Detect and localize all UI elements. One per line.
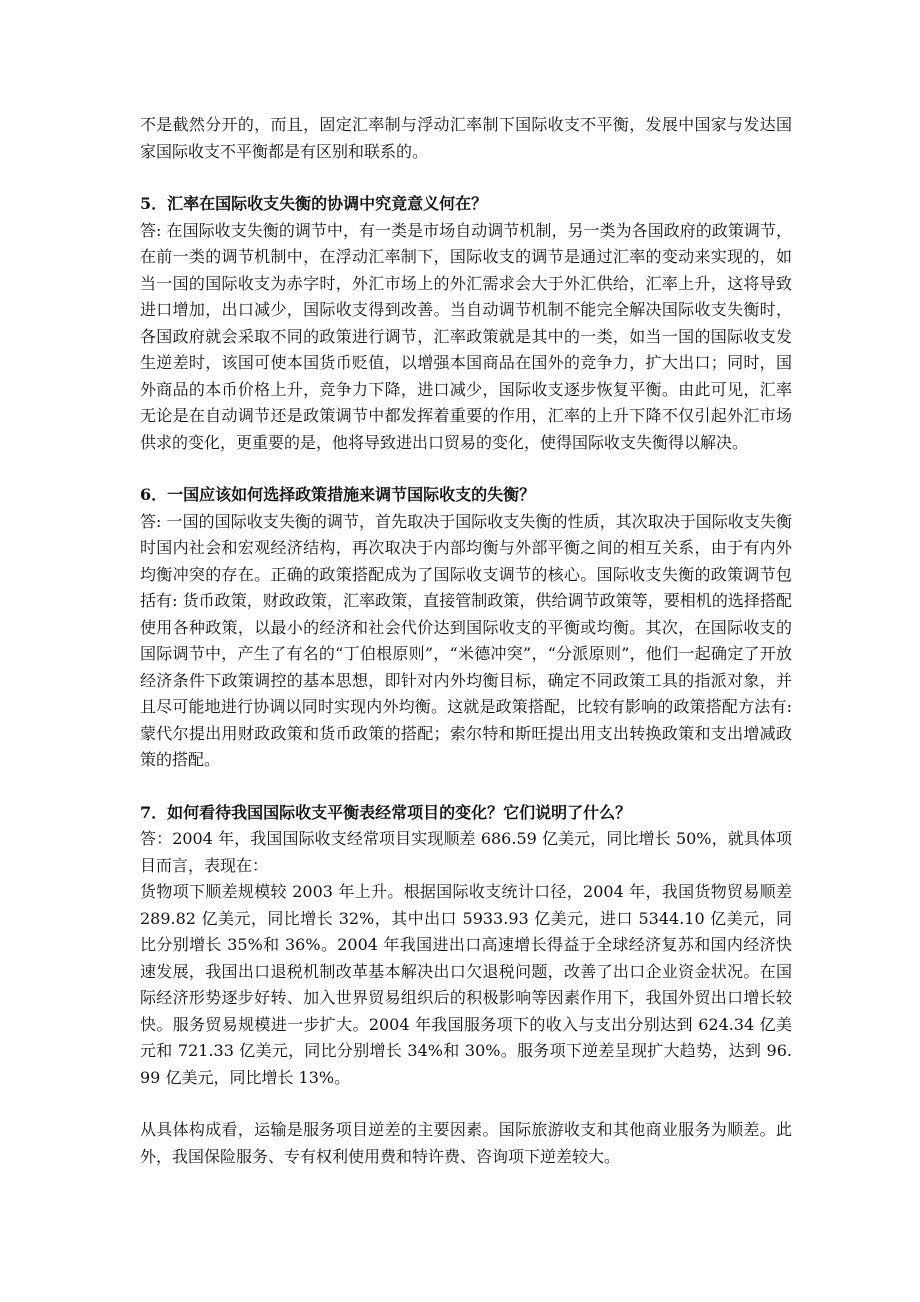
document-page	[140, 112, 792, 1170]
question-5-heading: 5．汇率在国际收支失衡的协调中究竟意义何在？	[140, 194, 488, 213]
question-6-section	[140, 482, 792, 774]
question-7-section	[140, 800, 792, 1171]
question-7-answer-services: 从具体构成看，运输是服务项目逆差的主要因素。国际旅游收支和其他商业服务为顺差。此外，我国保险服务、专有权利使用费和特许费、咨询项下逆差较大。	[140, 1120, 792, 1166]
question-7-answer-intro: 答：2004 年，我国国际收支经常项目实现顺差 686.59 亿美元，同比增长 50%，就具体项目而言，表现在：	[140, 829, 792, 875]
question-6-heading: 6．一国应该如何选择政策措施来调节国际收支的失衡？	[140, 485, 536, 504]
spacer	[140, 1091, 792, 1117]
spacer	[140, 165, 792, 191]
question-5-section	[140, 191, 792, 456]
question-5-answer: 答: 在国际收支失衡的调节中，有一类是市场自动调节机制，另一类为各国政府的政策调节，在前一类的调节机制中，在浮动汇率制下，国际收支的调节是通过汇率的变动来实现的，如当一国的国际收支为赤字时，外汇市场上的外汇需求会大于外汇供给，汇率上升，这将导致进口增加，出口减少，国际收支得到改善。当自动调节机制不能完全解决国际收支失衡时，各国政府就会采取不同的政策进行调节，汇率政策就是其中的一类，如当一国的国际收支发生逆差时，该国可使本国货币贬值，以增强本国商品在国外的竞争力，扩大出口；同时，国外商品的本币价格上升，竞争力下降，进口减少，国际收支逐步恢复平衡。由此可见，汇率无论是在自动调节还是政策调节中都发挥着重要的作用，汇率的上升下降不仅引起外汇市场供求的变化，更重要的是，他将导致进出口贸易的变化，使得国际收支失衡得以解决。	[140, 220, 792, 452]
question-6-answer: 答: 一国的国际收支失衡的调节，首先取决于国际收支失衡的性质，其次取决于国际收支失衡时国内社会和宏观经济结构，再次取决于内部均衡与外部平衡之间的相互关系，由于有内外均衡冲突的存在。正确的政策搭配成为了国际收支调节的核心。国际收支失衡的政策调节包括有: 货币政策，财政政策，汇率政策，直接管制政策，供给调节政策等，要相机的选择搭配使用各种政策，以最小的经济和社会代价达到国际收支的平衡或均衡。其次，在国际收支的国际调节中，产生了有名的“丁伯根原则”，“米德冲突”，“分派原则”，他们一起确定了开放经济条件下政策调控的基本思想，即针对内外均衡目标，确定不同政策工具的指派对象，并且尽可能地进行协调以同时实现内外均衡。这就是政策搭配，比较有影响的政策搭配方法有: 蒙代尔提出用财政政策和货币政策的搭配；索尔特和斯旺提出用支出转换政策和支出增减政策的搭配。	[140, 511, 792, 769]
question-7-answer-goods: 货物项下顺差规模较 2003 年上升。根据国际收支统计口径，2004 年，我国货物贸易顺差 289.82 亿美元，同比增长 32%，其中出口 5933.93 亿美元，进口 5344.10 亿美元，同比分别增长 35%和 36%。2004 年我国进出口高速增长得益于全球经济复苏和国内经济快速发展，我国出口退税机制改革基本解决出口欠退税问题，改善了出口企业资金状况。在国际经济形势逐步好转、加入世界贸易组织后的积极影响等因素作用下，我国外贸出口增长较快。服务贸易规模进一步扩大。2004 年我国服务项下的收入与支出分别达到 624.34 亿美元和 721.33 亿美元，同比分别增长 34%和 30%。服务项下逆差呈现扩大趋势，达到 96.99 亿美元，同比增长 13%。	[140, 882, 792, 1087]
spacer	[140, 774, 792, 800]
spacer	[140, 456, 792, 482]
intro-paragraph: 不是截然分开的，而且，固定汇率制与浮动汇率制下国际收支不平衡，发展中国家与发达国家国际收支不平衡都是有区别和联系的。	[140, 115, 792, 161]
question-7-heading: 7．如何看待我国国际收支平衡表经常项目的变化？它们说明了什么？	[140, 802, 632, 822]
